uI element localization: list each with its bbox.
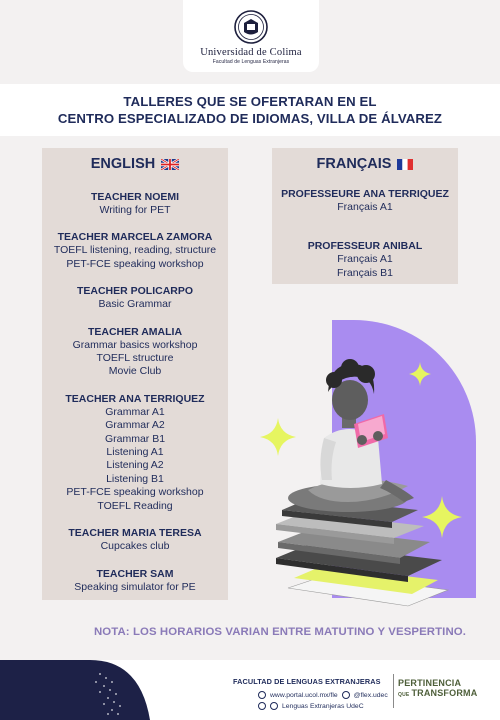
teacher-block [272,240,458,280]
french-heading [272,156,458,172]
course-item: Writing for PET [99,204,171,216]
course-item: Grammar B1 [104,432,166,445]
title-line-1: TALLERES QUE SE OFERTARAN EN EL [123,94,377,109]
footer-social-handle[interactable]: @flex.udec [353,691,388,699]
course-item: Movie Club [108,365,162,378]
university-seal-icon [234,10,268,44]
teacher-block [42,191,228,217]
teacher-block [42,326,228,379]
teacher-name: TEACHER MARCELA ZAMORA [57,231,213,244]
course-item: Listening B1 [106,472,164,485]
course-item: PET-FCE speaking workshop [66,486,204,499]
teacher-name: PROFESSEUR ANIBAL [307,240,423,253]
english-panel [42,148,228,600]
teacher-name: TEACHER SAM [96,567,174,580]
web-icon [258,691,266,699]
teacher-block [272,188,458,214]
french-heading-label: FRANÇAIS [316,156,392,172]
university-logo-card [183,0,319,72]
university-name: Universidad de Colima [200,47,302,58]
french-teacher-list [272,188,458,280]
reading-woman-illustration [258,320,476,610]
english-heading [42,156,228,172]
teacher-block [42,393,228,513]
footer-social-row [258,702,364,710]
uk-flag-icon [161,159,179,170]
twitter-icon [270,702,278,710]
teacher-block [42,285,228,311]
slogan-line-1: PERTINENCIA [398,678,462,688]
teacher-name: TEACHER POLICARPO [76,285,194,298]
course-item: TOEFL Reading [97,499,173,512]
footer-links-row [258,691,388,699]
title-line-2: CENTRO ESPECIALIZADO DE IDIOMAS, VILLA DE ÁLVAREZ [57,111,443,126]
footer-decorative-arc [0,660,180,720]
course-item: TOEFL listening, reading, structure [53,244,217,257]
schedule-note: NOTA: LOS HORARIOS VARIAN ENTRE MATUTINO Y VESPERTINO. [93,626,466,638]
teacher-name: PROFESSEURE ANA TERRIQUEZ [281,188,449,200]
course-item: Speaking simulator for PE [74,580,196,593]
teacher-block [42,568,228,594]
slogan-logo [398,678,477,700]
course-item: TOEFL structure [96,352,174,365]
facebook-icon [258,702,266,710]
footer-faculty-name: FACULTAD DE LENGUAS EXTRANJERAS [233,677,381,686]
footer-website-link[interactable]: www.portal.ucol.mx/fle [270,691,338,699]
course-item: Grammar basics workshop [72,338,198,351]
footer-divider [393,674,394,708]
course-item: Grammar A1 [105,405,165,418]
slogan-line-2: TRANSFORMA [411,688,478,698]
course-item: Français A1 [337,201,393,213]
english-heading-label: ENGLISH [90,156,156,172]
faculty-subtitle: Facultad de Lenguas Extranjeras [212,59,290,65]
teacher-block [42,527,228,553]
course-item: Listening A2 [106,459,164,472]
course-item: Cupcakes club [100,540,170,553]
course-item: PET-FCE speaking workshop [66,257,204,270]
course-item: Basic Grammar [98,298,172,311]
title-band [0,84,500,136]
teacher-block [42,231,228,271]
teacher-name: TEACHER ANA TERRIQUEZ [65,392,205,405]
course-item: Français B1 [336,266,394,279]
footer-social-page[interactable]: Lenguas Extranjeras UdeC [282,702,364,710]
french-panel [272,148,458,284]
teacher-name: TEACHER NOEMI [90,191,180,203]
slogan-que: QUE [398,692,410,698]
footer [0,660,500,720]
france-flag-icon [397,159,413,170]
course-item: Français A1 [337,253,393,266]
teacher-name: TEACHER MARIA TERESA [68,527,202,540]
instagram-icon [342,691,350,699]
english-teacher-list [42,191,228,594]
sparkle-icon [260,418,296,456]
course-item: Listening A1 [106,446,164,459]
teacher-name: TEACHER AMALIA [87,325,183,338]
course-item: Grammar A2 [105,419,165,432]
